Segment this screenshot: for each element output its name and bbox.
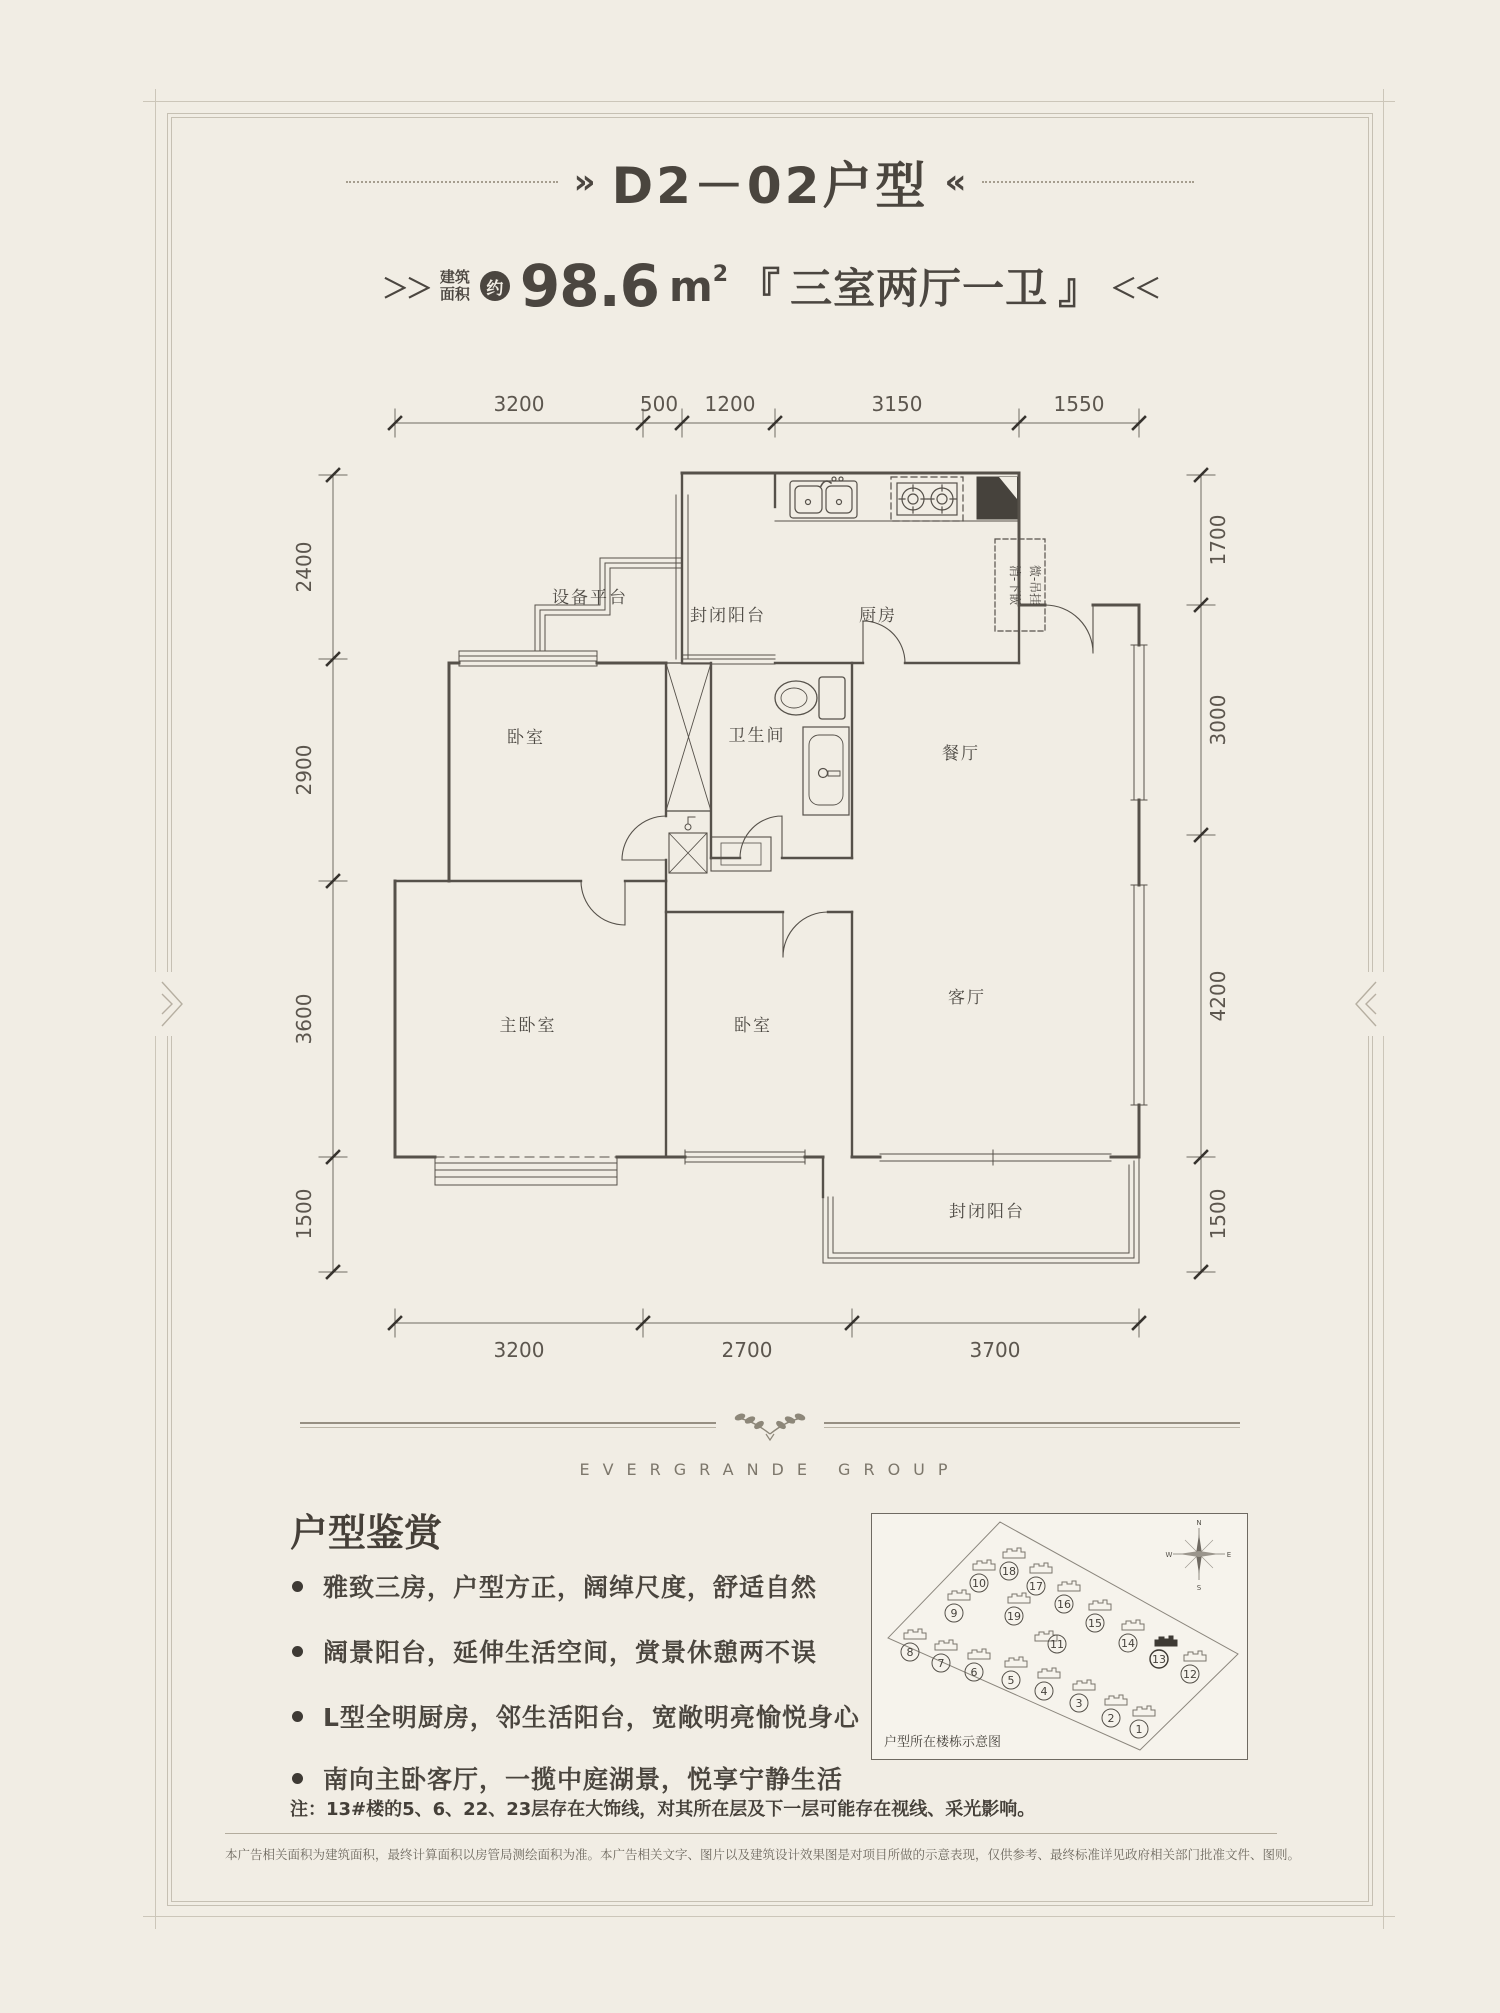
area-exponent: 2 (712, 261, 729, 287)
area-subtitle-row (170, 252, 1370, 320)
kitchen-note-col1: 消-下嵌 (1008, 564, 1022, 606)
divider-line-left (300, 1422, 716, 1428)
room-kitchen: 厨房 (859, 606, 897, 626)
bullet-text: 雅致三房，户型方正，阔绰尺度，舒适自然 (323, 1573, 818, 1602)
room-equipment: 设备平台 (552, 588, 628, 608)
site-boundary (888, 1522, 1238, 1750)
kitchen-sink (790, 477, 857, 518)
svg-text:17: 17 (1029, 1580, 1043, 1593)
exterior-walls (395, 473, 1139, 1157)
disclaimer-text: 本广告相关面积为建筑面积，最终计算面积以房管局测绘面积为准。本广告相关文字、图片以及建筑设计效果图是对项目所做的示意表现，仅供参考、最终标准详见政府相关部门批准文件、图则。 (225, 1847, 1301, 1862)
room-master: 主卧室 (499, 1016, 557, 1036)
separator-line (225, 1833, 1277, 1834)
svg-text:9: 9 (950, 1607, 958, 1620)
vanity (803, 727, 849, 815)
highlight-bullet-4 (292, 1760, 843, 1796)
kitchen-note-col2: 微-吊挂 (1028, 564, 1042, 606)
area-label (440, 269, 470, 304)
siteplan-box (871, 1513, 1248, 1760)
bullet-text: L型全明厨房，邻生活阳台，宽敞明亮愉悦身心 (323, 1703, 860, 1732)
highlights-heading: 户型鉴赏 (290, 1511, 443, 1555)
svg-text:5: 5 (1007, 1674, 1015, 1687)
highlight-bullet-1 (292, 1568, 817, 1604)
layout-text: 三室两厅一卫 (790, 264, 1049, 313)
svg-text:12: 12 (1183, 1668, 1197, 1681)
building-12 (1181, 1651, 1206, 1683)
building-17 (1027, 1563, 1052, 1595)
svg-text:16: 16 (1057, 1598, 1071, 1611)
shaft-and-laundry (666, 663, 771, 873)
room-dining: 餐厅 (942, 744, 980, 764)
room-bedroom2: 卧室 (734, 1016, 772, 1036)
frame-outer-bottom (143, 1916, 1395, 1917)
building-2 (1102, 1695, 1127, 1727)
room-living: 客厅 (948, 988, 986, 1008)
room-bath: 卫生间 (728, 726, 786, 746)
building-16 (1055, 1581, 1080, 1613)
building-14 (1119, 1620, 1144, 1652)
frame-chevron-left-icon (158, 978, 188, 1030)
brand-name: EVERGRANDE GROUP (579, 1460, 961, 1479)
title-dotted-line-right (982, 181, 1194, 183)
left-chevron-marks: ＞＞ (381, 273, 430, 305)
svg-text:4: 4 (1040, 1685, 1048, 1698)
svg-text:7: 7 (937, 1657, 945, 1670)
kitchen-fridge (977, 477, 1017, 519)
svg-text:15: 15 (1088, 1617, 1102, 1630)
building-15 (1086, 1600, 1111, 1632)
dim-top-1550: 1550 (1053, 392, 1105, 416)
bullet-dot-icon (292, 1711, 303, 1722)
svg-text:8: 8 (906, 1646, 914, 1659)
dim-left-3600: 3600 (292, 993, 316, 1045)
building-1 (1130, 1706, 1155, 1738)
highlight-bullet-3 (292, 1698, 860, 1734)
note-line: 注：13#楼的5、6、22、23层存在大饰线，对其所在层及下一层可能存在视线、采光影响。 (290, 1799, 1036, 1820)
doors (581, 605, 1093, 957)
building-3 (1070, 1680, 1095, 1712)
dimension-lines (319, 409, 1215, 1337)
dim-bottom-2700: 2700 (721, 1338, 773, 1362)
divider-line-right (824, 1422, 1240, 1428)
dim-top-3200: 3200 (493, 392, 545, 416)
compass-s: S (1196, 1584, 1202, 1592)
dim-bottom-3700: 3700 (969, 1338, 1021, 1362)
dim-top-500: 500 (639, 392, 679, 416)
area-unit: m2 (669, 261, 729, 311)
building-10 (970, 1560, 995, 1592)
dim-right-1700: 1700 (1206, 514, 1230, 566)
dim-left-2900: 2900 (292, 744, 316, 796)
area-label-line1: 建筑 (439, 267, 470, 286)
dim-left-1500: 1500 (292, 1188, 316, 1240)
dimension-ticks (327, 417, 1207, 1329)
room-balcony-top: 封闭阳台 (690, 606, 766, 626)
dim-top-1200: 1200 (704, 392, 756, 416)
svg-text:10: 10 (972, 1577, 986, 1590)
dim-bottom-3200: 3200 (493, 1338, 545, 1362)
svg-text:6: 6 (970, 1666, 978, 1679)
approx-badge: 约 (480, 271, 510, 301)
laurel-ornament-icon (722, 1408, 818, 1442)
floorplan-svg (245, 345, 1255, 1385)
kitchen-stove (891, 477, 963, 521)
bullet-text: 南向主卧客厅，一揽中庭湖景，悦享宁静生活 (323, 1765, 844, 1794)
title-right-ornament-icon: « (944, 162, 967, 202)
building-4 (1035, 1668, 1060, 1700)
svg-text:2: 2 (1107, 1712, 1115, 1725)
svg-text:18: 18 (1002, 1565, 1016, 1578)
building-8 (901, 1629, 926, 1661)
compass-icon (1166, 1519, 1232, 1592)
right-chevron-marks: ＜＜ (1110, 273, 1159, 305)
brand-divider (300, 1408, 1240, 1442)
dim-right-1500: 1500 (1206, 1188, 1230, 1240)
dim-left-2400: 2400 (292, 541, 316, 593)
svg-text:3: 3 (1075, 1697, 1083, 1710)
title-dotted-line-left (346, 181, 558, 183)
building-9 (945, 1590, 970, 1622)
bracket-open: 『 (738, 264, 781, 313)
building-11 (1035, 1631, 1066, 1653)
building-19 (1005, 1593, 1030, 1625)
building-18 (1000, 1548, 1025, 1580)
svg-text:19: 19 (1007, 1610, 1021, 1623)
compass-w: W (1165, 1551, 1173, 1559)
svg-text:1: 1 (1135, 1723, 1143, 1736)
area-label-line2: 面积 (439, 285, 470, 303)
bracket-close: 』 (1058, 264, 1101, 313)
toilet (775, 677, 845, 719)
dimension-labels (292, 392, 1230, 1362)
compass-n: N (1196, 1519, 1202, 1527)
highlight-bullet-2 (292, 1633, 817, 1669)
title-left-ornament-icon: » (573, 162, 596, 202)
room-bedroom-mid: 卧室 (507, 728, 545, 748)
bullet-dot-icon (292, 1581, 303, 1592)
dim-right-4200: 4200 (1206, 970, 1230, 1022)
building-6 (965, 1649, 990, 1681)
svg-text:14: 14 (1121, 1637, 1135, 1650)
building-13-highlighted (1150, 1636, 1177, 1668)
area-value: 98.6 (519, 252, 659, 320)
svg-text:13: 13 (1152, 1653, 1166, 1666)
page-title: D2－02户型 (611, 157, 929, 215)
building-5 (1002, 1657, 1027, 1689)
room-balcony-bottom: 封闭阳台 (949, 1202, 1025, 1222)
dim-right-3000: 3000 (1206, 694, 1230, 746)
compass-e: E (1226, 1551, 1232, 1559)
siteplan-svg (872, 1514, 1247, 1759)
svg-text:11: 11 (1050, 1638, 1064, 1651)
bullet-dot-icon (292, 1646, 303, 1657)
frame-outer-top (143, 101, 1395, 102)
frame-chevron-right-icon (1350, 978, 1380, 1030)
bullet-dot-icon (292, 1773, 303, 1784)
bullet-text: 阔景阳台，延伸生活空间，赏景休憩两不误 (323, 1638, 818, 1667)
dim-top-3150: 3150 (871, 392, 923, 416)
siteplan-caption: 户型所在楼栋示意图 (884, 1735, 1002, 1750)
title-row (170, 146, 1370, 218)
room-labels (500, 588, 1026, 1222)
